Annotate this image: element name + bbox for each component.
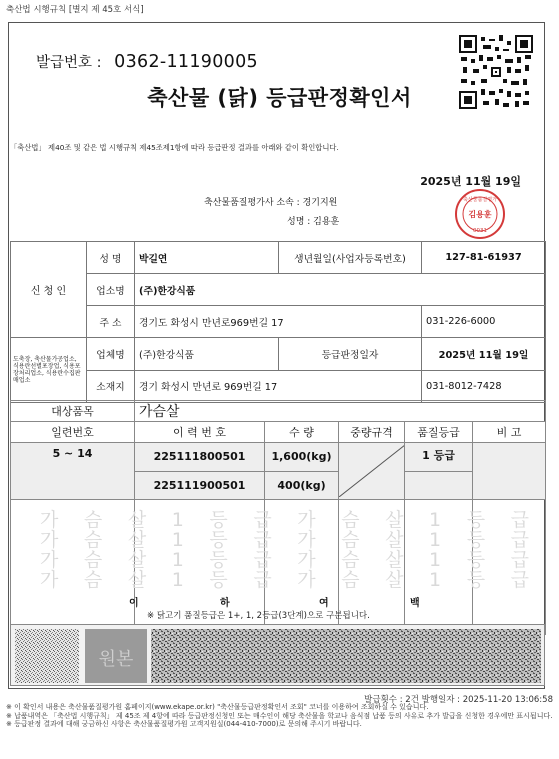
name-label: 성 명 bbox=[87, 242, 135, 274]
facility-section-label: 도축장, 축산물가공업소, 식용란선별포장업, 식용포장처리업소, 식용란수집판매업소 bbox=[11, 338, 87, 403]
applicant-phone: 031-226-6000 bbox=[422, 306, 546, 338]
product-value: 가슴살 bbox=[135, 401, 546, 422]
footer-notes bbox=[6, 703, 556, 729]
inspector-affiliation: 축산물품질평가사 소속 : 경기지원 bbox=[204, 198, 338, 208]
original-stamp-text: 원본 bbox=[98, 649, 134, 670]
quality-grade bbox=[405, 471, 473, 500]
quantity: 1,600(kg) bbox=[265, 443, 339, 472]
note-1: ※ 이 확인서 내용은 축산물품질평가원 홈페이지(www.ekape.or.kr) "축산물등급판정확인서 조회" 코너를 이용하여 조회하실 수 있습니다. bbox=[6, 703, 429, 711]
issue-date: 2025년 11월 19일 bbox=[420, 175, 521, 188]
official-seal-icon bbox=[454, 188, 506, 240]
business-name: (주)한강식품 bbox=[135, 338, 279, 371]
facility-location: 경기 화성시 만년로 969번길 17 bbox=[135, 370, 422, 403]
weight-cell bbox=[339, 443, 405, 500]
product-label: 대상품목 bbox=[11, 401, 135, 422]
watermark-row: 가 슴 살 1 등 급 가 슴 살 1 등 급 bbox=[40, 509, 530, 531]
issue-number: 0362-11190005 bbox=[114, 52, 258, 72]
company-name: (주)한강식품 bbox=[135, 274, 546, 306]
trace-number: 225111900501 bbox=[135, 471, 265, 500]
applicant-section-label: 신 청 인 bbox=[11, 242, 87, 338]
issue-number-block bbox=[36, 51, 258, 72]
applicant-table bbox=[10, 241, 546, 403]
trace-number: 225111800501 bbox=[135, 443, 265, 472]
table-row bbox=[11, 443, 546, 472]
seal-bottom-text: 0031 bbox=[473, 228, 487, 234]
quality-grade: 1 등급 bbox=[405, 443, 473, 472]
quantity: 400(kg) bbox=[265, 471, 339, 500]
watermark-row: 가 슴 살 1 등 급 가 슴 살 1 등 급 bbox=[40, 529, 530, 551]
watermark bbox=[40, 510, 530, 590]
col-grade: 품질등급 bbox=[405, 422, 473, 443]
seal-mid-text: 김용훈 bbox=[468, 210, 492, 219]
security-pattern-icon bbox=[11, 625, 546, 687]
issue-label: 발급번호 : bbox=[36, 55, 102, 71]
note-3: ※ 등급판정 결과에 대해 궁금하신 사항은 축산물품질평가원 고객지원실(044-410-7000)로 문의해 주시기 바랍니다. bbox=[6, 720, 362, 728]
document-title: 축산물 (닭) 등급판정확인서 bbox=[147, 86, 412, 110]
note-cell bbox=[473, 443, 546, 500]
end-mark-4: 백 bbox=[410, 598, 420, 609]
col-qty: 수 량 bbox=[265, 422, 339, 443]
applicant-name: 박길연 bbox=[135, 242, 279, 274]
issue-info: 발급횟수 : 2건 발행일자 : 2025-11-20 13:06:58 bbox=[364, 695, 553, 705]
id-label: 생년월일(사업자등록번호) bbox=[279, 242, 422, 274]
address-label: 주 소 bbox=[87, 306, 135, 338]
diagonal-line-icon bbox=[339, 445, 405, 497]
id-value: 127-81-61937 bbox=[422, 242, 546, 274]
grading-date-label: 등급판정일자 bbox=[279, 338, 422, 371]
col-serial: 일련번호 bbox=[11, 422, 135, 443]
business-label: 업체명 bbox=[87, 338, 135, 371]
serial-range: 5 ~ 14 bbox=[11, 443, 135, 500]
company-label: 업소명 bbox=[87, 274, 135, 306]
facility-phone: 031-8012-7428 bbox=[422, 370, 546, 403]
qr-code-icon bbox=[459, 35, 533, 109]
col-trace: 이 력 번 호 bbox=[135, 422, 265, 443]
end-mark-1: 이 bbox=[129, 598, 139, 609]
end-mark-3: 여 bbox=[319, 598, 329, 609]
grading-date: 2025년 11월 19일 bbox=[422, 338, 546, 371]
watermark-row: 가 슴 살 1 등 급 가 슴 살 1 등 급 bbox=[40, 549, 530, 571]
seal-top-text: 축산물품질평가 bbox=[463, 197, 497, 203]
form-note: 축산법 시행규칙 [별지 제 45호 서식] bbox=[6, 5, 144, 15]
security-pattern bbox=[10, 624, 545, 686]
watermark-row: 가 슴 살 1 등 급 가 슴 살 1 등 급 bbox=[40, 569, 530, 591]
applicant-address: 경기도 화성시 만년로969번길 17 bbox=[135, 306, 422, 338]
inspector-name: 성명 : 김용훈 bbox=[287, 217, 340, 227]
note-2: ※ 납품내역은 「축산법 시행규칙」 제 45조 제 4항에 따라 등급판정신청인 또는 매수인이 해당 축산물을 학교나 음식점 납품 등의 사유로 추가 발급을 신청한 경우에만 표시됩니다. bbox=[6, 711, 553, 720]
location-label: 소재지 bbox=[87, 370, 135, 403]
grade-footnote: ※ 닭고기 품질등급은 1+, 1, 2등급(3단계)으로 구분됩니다. bbox=[147, 611, 370, 621]
col-note: 비 고 bbox=[473, 422, 546, 443]
end-mark-2: 하 bbox=[220, 598, 230, 609]
col-weight: 중량규격 bbox=[339, 422, 405, 443]
intro-text: 「축산법」 제40조 및 같은 법 시행규칙 제45조제1항에 따라 등급판정 결과를 아래와 같이 확인합니다. bbox=[10, 143, 339, 152]
